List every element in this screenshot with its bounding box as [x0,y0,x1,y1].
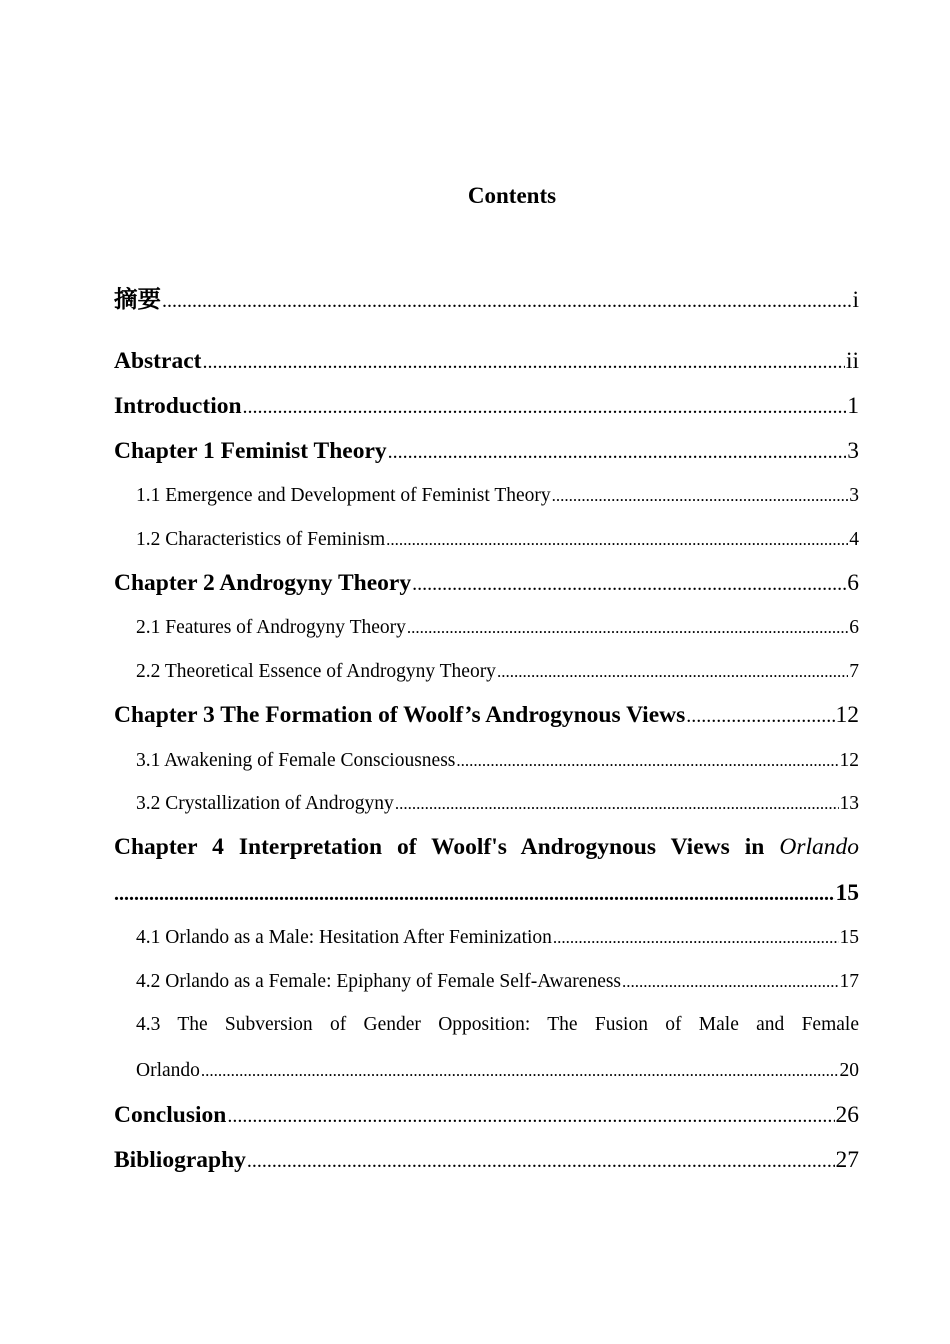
toc-entry-section-2-1[interactable] [136,614,859,642]
toc-entry-section-1-1[interactable] [136,482,859,510]
toc-entry-page: 12 [839,750,859,771]
toc-entry-label: 3.1 Awakening of Female Consciousness [136,750,456,771]
toc-entry-section-3-2[interactable] [136,790,859,818]
toc-entry-section-4-2[interactable] [136,968,859,996]
toc-entry-label-italic: Orlando [779,834,859,860]
toc-entry-abstract-chinese[interactable] [114,284,859,316]
toc-entry-page: 26 [835,1102,859,1128]
toc-entry-label: 4.2 Orlando as a Female: Epiphany of Female Self-Awareness [136,971,622,992]
dot-leader [162,285,851,316]
toc-entry-page: 13 [839,793,859,814]
toc-entry-chapter-4[interactable] [114,831,859,863]
toc-entry-section-4-1[interactable] [136,924,859,952]
dot-leader [686,700,834,731]
toc-entry-page: 27 [835,1147,859,1173]
dot-leader [201,1057,839,1085]
dot-leader [622,968,838,996]
dot-leader [202,346,844,377]
toc-entry-conclusion[interactable] [114,1099,859,1131]
toc-entry-page: 6 [847,570,859,596]
dot-leader [407,614,848,642]
toc-entry-bibliography[interactable] [114,1144,859,1176]
dot-leader [247,1145,835,1176]
toc-entry-section-3-1[interactable] [136,747,859,775]
toc-entry-page: 1 [847,393,859,419]
toc-entry-label: Chapter 1 Feminist Theory [114,438,387,464]
dot-leader [497,658,848,686]
toc-entry-label: Abstract [114,348,202,374]
toc-entry-label: 2.1 Features of Androgyny Theory [136,617,406,638]
toc-entry-page: 3 [847,438,859,464]
toc-entry-label: 3.2 Crystallization of Androgyny [136,793,394,814]
toc-entry-label: 摘要 [114,287,161,313]
toc-entry-page: 20 [839,1060,859,1081]
toc-entry-label: 4.3 The Subversion of Gender Opposition: The Fusion of Male and Female [136,1014,859,1035]
toc-entry-page: 7 [849,661,859,682]
toc-entry-label: 1.2 Characteristics of Feminism [136,529,386,550]
toc-entry-page: ii [845,348,859,374]
dot-leader [395,790,839,818]
toc-entry-label: Conclusion [114,1102,227,1128]
toc-entry-label: Chapter 2 Androgyny Theory [114,570,412,596]
toc-entry-section-1-2[interactable] [136,526,859,554]
toc-entry-label: 1.1 Emergence and Development of Feminist Theory [136,485,551,506]
toc-entry-page: 15 [839,927,859,948]
dot-leader [243,391,847,422]
toc-entry-label: Introduction [114,393,242,419]
toc-entry-label: Orlando [136,1060,200,1081]
toc-entry-page: 6 [849,617,859,638]
dot-leader [553,924,839,952]
toc-entry-page: i [852,287,859,313]
dot-leader [552,482,849,510]
dot-leader [114,878,835,909]
toc-entry-label: Chapter 4 Interpretation of Woolf's Androgynous Views in [114,834,765,860]
toc-entry-introduction[interactable] [114,390,859,422]
dot-leader [388,436,847,467]
dot-leader [386,526,848,554]
toc-entry-page: 3 [849,485,859,506]
dot-leader [456,747,838,775]
toc-entry-label: Chapter 3 The Formation of Woolf’s Androgynous Views [114,702,686,728]
toc-entry-section-4-3-page-line[interactable] [136,1057,859,1085]
toc-entry-chapter-2[interactable] [114,567,859,599]
toc-entry-abstract[interactable] [114,345,859,377]
toc-entry-label-line [114,831,859,863]
toc-entry-page: 17 [839,971,859,992]
toc-entry-label: 4.1 Orlando as a Male: Hesitation After Feminization [136,927,552,948]
toc-entry-section-4-3[interactable] [136,1011,859,1039]
dot-leader [412,568,846,599]
dot-leader [227,1100,834,1131]
toc-entry-page: 12 [835,702,859,728]
toc-entry-chapter-4-page-line[interactable] [114,877,859,909]
toc-entry-section-2-2[interactable] [136,658,859,686]
toc-entry-label: 2.2 Theoretical Essence of Androgyny Theory [136,661,496,682]
toc-entry-page: 4 [849,529,859,550]
toc-entry-chapter-1[interactable] [114,435,859,467]
page-title: Contents [467,183,557,208]
toc-entry-page: 15 [835,880,859,906]
toc-entry-chapter-3[interactable] [114,699,859,731]
toc-entry-label: Bibliography [114,1147,246,1173]
